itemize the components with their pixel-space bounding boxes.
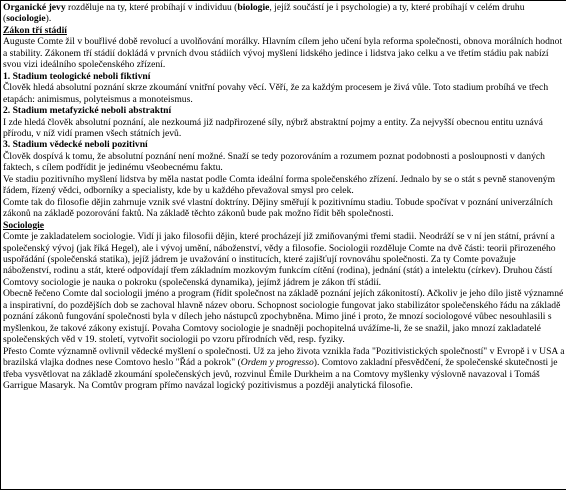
stage-3-body-1: Člověk dospívá k tomu, že absolutní poznání není možné. Snaží se tedy pozorováním a rozumem poznat podobnosti a posloupnosti v daných faktech, s cílem podřídit je jedinému všeobecnému faktu. — [3, 150, 545, 174]
sociology-paragraph-3 — [3, 346, 565, 392]
stage-3-title: 3. Stadium vědecké neboli pozitivní — [3, 139, 148, 151]
stage-2-body: I zde hledá člověk absolutní poznání, ale nezkoumá již nadpřirozené síly, nýbrž abstraktní pojmy a entity. Za nejvyšší obecnou entitu uznává přírodu, v níž vidí pramen všech státních jevů. — [3, 116, 543, 139]
stage-3-body-2: Ve stadiu pozitivního myšlení lidstva by měla nastat podle Comta ideální forma společenského zřízení. Jednalo by se o stát s pevně stanoveným řádem, řízený vědci, odborníky a specialisty, kde by u každého převažoval smysl pro celek. — [3, 173, 556, 197]
stage-3-body-3: Comte tak do filosofie dějin zahrnuje vznik své vlastní doktríny. Dějiny směřují k pozitivnímu stadiu. Tobude spočívat v poznání univerzálních zákonů na základě pozorování faktů. Na základě těchto zákonů bude pak možno řídit běh společnosti. — [3, 196, 553, 220]
sociology-p3-text-2: ). Comtovo zakladní přesvědčení, že společenské skutečnosti je třeba vysvětlovat na základě zkoumání společenských jevů, rozvinul Émile Durkheim a na Comtovy myšlenky výslovně navazoval i Tomáš Garrigue Masaryk. Na Comtův program přímo navázal logický pozitivismus a později analytická filosofie. — [3, 357, 558, 391]
sociology-paragraph-1: Comte je zakladatelem sociologie. Vidí ji jako filosofii dějin, které procházejí již zmiňovanými třemi stadii. Neodráží se v ní jen státní, právní a společenský vývoj (jak říká Hegel), ale i vývoj umění, náboženství, vědy a filosofie. Sociologii rozděluje Comte na dvě části: teorii přirozeného uspořádání (společenská statika), jejíž jádrem je uvažování o institucích, které zajišťují rovnováhu společnosti. Za ty Comte považuje náboženství, rodinu a stát, které odpovídají třem základním mozkovým funkcím cítění (rodina), jednání (stát) a intelektu (církev). Druhou částí Comtovy sociologie je nauka o pokroku (společenská dynamika), jejímž jádrem je zákon tří stádií. — [3, 231, 556, 288]
sociology-p3-motto: Ordem y progresso — [240, 357, 314, 369]
stage-1-body: Člověk hledá absolutní poznání skrze zkoumání vnitřní povahy věcí. Věří, že za každým procesem je živá vůle. Toto stadium probíhá ve třech etapách: animismus, polyteismus a monoteismus. — [3, 82, 549, 105]
stage-1-title: 1. Stadium teologické neboli fiktivní — [3, 70, 151, 82]
intro-term-organic: Organické jevy — [3, 2, 66, 13]
intro-text-1: rozděluje na ty, které probíhají v individuu ( — [65, 2, 238, 13]
intro-term-sociology: sociologie — [6, 13, 46, 25]
intro-text-3: ). — [45, 13, 52, 25]
sociology-paragraph-2: Obecně řečeno Comte dal sociologii jméno a program (řídit společnost na základě poznání jejích zákonitostí). Ačkoliv je jeho dílo jistě významné a inspirativní, do pozdějších dob se zachoval hlavně název oboru. Schopnost sociologie fungovat jako stabilizátor společenského řádu na základě poznání zákonů fungování společnosti byla v dílech jeho nástupců zpochybněna. Mimo jiné i proto, že mnozí sociologové vůbec nesouhlasili s myšlenkou, že takové zákony existují. Povaha Comtovy sociologie je snadněji pochopitelná uvážíme-li, že se snažil, jako mnozí zakladatelé společenských věd v 19. století, vytvořit sociologii po vzoru přírodních věd, resp. fyziky. — [3, 288, 564, 346]
intro-paragraph — [3, 2, 565, 25]
intro-text-2: , jejíž součástí je i psychologie) a ty, které probíhají v celém druhu ( — [3, 2, 525, 25]
intro-term-biology: biologie — [237, 2, 270, 13]
three-stages-intro: Auguste Comte žil v bouřlivé době revolucí a uvolňování morálky. Hlavním cílem jeho učení byla reforma společnosti, obnova morálních hodnot a stability. Zákonem tří stádií dokládá v prvních dvou stádiích vývoj myšlení lidského jedince i lidstva jako celku a ve třetím stádiu pak nabízí svou vizi ideálního společenského zřízení. — [3, 36, 563, 71]
sociology-p3-text-1: Přesto Comte významně ovlivnil vědecké myšlení o společnosti. Už za jeho života vznikla řada "Pozitivistických společností" v Evropě i v USA a brazilská vlajka dodnes nese Comtovo heslo "Řád a pokrok" ( — [3, 345, 565, 369]
document-body — [3, 2, 565, 391]
section-heading-sociology: Sociologie — [3, 219, 45, 231]
section-heading-three-stages: Zákon tří stádií — [3, 24, 67, 36]
stage-2-title: 2. Stadium metafyzické neboli abstraktní — [3, 105, 172, 117]
